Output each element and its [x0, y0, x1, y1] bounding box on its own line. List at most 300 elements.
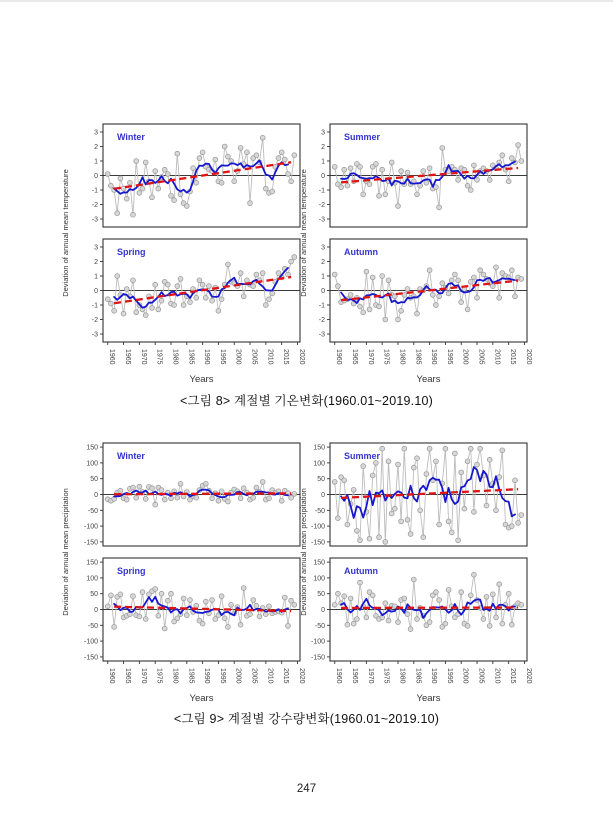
annual-value-dot	[131, 594, 136, 599]
annual-value-dot	[440, 281, 445, 286]
x-tick-label: 1960	[108, 668, 116, 684]
annual-value-dot	[361, 192, 366, 197]
y-tick-label: -100	[310, 638, 325, 646]
figure-precipitation	[58, 427, 534, 724]
x-tick-label: 2015	[509, 668, 517, 684]
annual-value-dot	[364, 269, 369, 274]
annual-value-dot	[481, 617, 486, 622]
annual-value-dot	[143, 313, 148, 318]
annual-value-dot	[109, 183, 114, 188]
annual-value-dot	[292, 255, 297, 260]
annual-value-dot	[399, 519, 404, 524]
annual-value-dot	[468, 279, 473, 284]
annual-value-dot	[386, 618, 391, 623]
annual-value-dot	[162, 497, 167, 502]
x-tick-label: 2015	[282, 668, 290, 684]
annual-value-dot	[434, 303, 439, 308]
annual-value-dot	[213, 157, 218, 162]
y-tick-label: 0	[94, 492, 98, 499]
annual-value-dot	[411, 465, 416, 470]
x-axis-title: Years	[189, 374, 214, 385]
annual-value-dot	[519, 602, 524, 607]
annual-value-dot	[415, 192, 420, 197]
annual-value-dot	[383, 192, 388, 197]
scan-artifact-line	[0, 0, 613, 2]
y-tick-label: 1	[321, 273, 325, 281]
annual-value-dot	[137, 484, 142, 489]
annual-value-dot	[128, 180, 133, 185]
annual-value-dot	[203, 481, 208, 486]
annual-value-dot	[345, 522, 350, 527]
annual-value-dot	[165, 598, 170, 603]
annual-value-dot	[216, 498, 221, 503]
y-tick-label: -150	[310, 539, 325, 547]
annual-value-dot	[399, 308, 404, 313]
annual-value-dot	[332, 480, 337, 485]
annual-value-dot	[292, 153, 297, 158]
annual-value-dot	[118, 488, 123, 493]
annual-value-dot	[153, 282, 158, 287]
annual-value-dot	[399, 169, 404, 174]
annual-value-dot	[506, 179, 511, 184]
annual-value-dot	[257, 614, 262, 619]
annual-value-dot	[332, 602, 337, 607]
x-tick-label: 1975	[382, 349, 390, 365]
annual-value-dot	[150, 486, 155, 491]
x-tick-label: 1970	[366, 349, 374, 365]
annual-value-dot	[446, 291, 451, 296]
annual-value-dot	[396, 204, 401, 209]
annual-value-dot	[449, 278, 454, 283]
season-label: Spring	[117, 566, 146, 576]
x-tick-label: 1970	[139, 349, 147, 365]
annual-value-dot	[465, 307, 470, 312]
y-tick-label: 0	[321, 492, 325, 499]
annual-value-dot	[370, 593, 375, 598]
annual-value-dot	[342, 167, 347, 172]
y-tick-label: 0	[321, 288, 325, 295]
y-tick-label: -50	[87, 507, 98, 515]
annual-value-dot	[118, 176, 123, 181]
annual-value-dot	[270, 189, 275, 194]
annual-value-dot	[427, 166, 432, 171]
annual-value-dot	[383, 540, 388, 545]
annual-value-dot	[131, 278, 136, 283]
annual-value-dot	[348, 166, 353, 171]
annual-value-dot	[197, 156, 202, 161]
y-tick-label: -150	[83, 654, 98, 662]
season-label: Winter	[117, 132, 145, 142]
annual-value-dot	[124, 497, 129, 502]
annual-value-dot	[440, 146, 445, 151]
annual-value-dot	[226, 625, 231, 630]
annual-value-dot	[219, 594, 224, 599]
annual-value-dot	[342, 478, 347, 483]
annual-value-dot	[162, 626, 167, 631]
y-tick-label: 3	[321, 129, 325, 137]
y-tick-label: 50	[317, 591, 325, 599]
annual-value-dot	[396, 317, 401, 322]
annual-values-connector	[108, 138, 295, 215]
annual-value-dot	[124, 196, 129, 201]
annual-value-dot	[112, 308, 117, 313]
trend-line	[341, 489, 518, 498]
y-tick-label: -100	[83, 638, 98, 646]
y-tick-label: -50	[87, 622, 98, 630]
annual-value-dot	[156, 186, 161, 191]
y-tick-label: 100	[313, 575, 325, 583]
annual-value-dot	[254, 153, 259, 158]
y-tick-label: 1	[94, 158, 98, 166]
x-tick-label: 2010	[493, 349, 501, 365]
annual-value-dot	[509, 622, 514, 627]
x-tick-label: 2020	[524, 349, 532, 365]
y-tick-label: -1	[318, 187, 325, 195]
annual-value-dot	[267, 297, 272, 302]
annual-value-dot	[443, 621, 448, 626]
annual-value-dot	[175, 495, 180, 500]
annual-value-dot	[519, 159, 524, 164]
annual-value-dot	[156, 613, 161, 618]
y-tick-label: -1	[91, 302, 98, 310]
annual-value-dot	[112, 625, 117, 630]
annual-value-dot	[109, 593, 114, 598]
annual-value-dot	[140, 186, 145, 191]
panel-winter	[92, 124, 300, 227]
annual-value-dot	[453, 272, 458, 277]
annual-value-dot	[241, 586, 246, 591]
annual-value-dot	[238, 146, 243, 151]
annual-value-dot	[238, 271, 243, 276]
annual-value-dot	[408, 532, 413, 537]
annual-value-dot	[121, 311, 126, 316]
x-tick-label: 1985	[414, 349, 422, 365]
annual-value-dot	[472, 275, 477, 280]
annual-value-dot	[263, 186, 268, 191]
figure9-caption: <그림 9> 계절별 강수량변화(1960.01~2019.10)	[173, 712, 440, 726]
annual-value-dot	[367, 182, 372, 187]
x-tick-label: 1965	[124, 668, 132, 684]
x-tick-label: 1980	[171, 349, 179, 365]
annual-value-dot	[105, 297, 110, 302]
annual-value-dot	[342, 594, 347, 599]
annual-value-dot	[509, 156, 514, 161]
y-axis-title: Deviation of annual mean temperature	[61, 169, 70, 297]
annual-value-dot	[251, 598, 256, 603]
y-axis-title: Deviation of annual mean temperature	[299, 169, 308, 297]
annual-value-dot	[332, 272, 337, 277]
annual-value-dot	[153, 169, 158, 174]
y-tick-label: 3	[321, 244, 325, 252]
temperature-chart-grid	[58, 108, 534, 400]
annual-value-dot	[358, 304, 363, 309]
annual-value-dot	[348, 596, 353, 601]
annual-value-dot	[241, 486, 246, 491]
y-tick-label: 50	[90, 476, 98, 484]
y-tick-label: -3	[318, 331, 325, 339]
annual-value-dot	[282, 157, 287, 162]
y-tick-label: 0	[94, 607, 98, 614]
annual-value-dot	[424, 180, 429, 185]
annual-value-dot	[351, 621, 356, 626]
x-tick-label: 1995	[218, 349, 226, 365]
season-label: Summer	[344, 132, 381, 142]
x-tick-label: 2000	[234, 668, 242, 684]
x-tick-label: 2015	[509, 349, 517, 365]
annual-value-dot	[437, 294, 442, 299]
x-tick-label: 1965	[351, 668, 359, 684]
panel-autumn	[311, 558, 532, 704]
annual-value-dot	[490, 284, 495, 289]
annual-value-dot	[355, 528, 360, 533]
panel-autumn	[319, 239, 532, 385]
annual-value-dot	[245, 150, 250, 155]
annual-value-dot	[475, 295, 480, 300]
annual-value-dot	[383, 601, 388, 606]
annual-value-dot	[203, 599, 208, 604]
annual-value-dot	[134, 495, 139, 500]
annual-value-dot	[134, 310, 139, 315]
annual-value-dot	[181, 303, 186, 308]
annual-value-dot	[513, 294, 518, 299]
y-tick-label: -3	[91, 331, 98, 339]
annual-value-dot	[292, 602, 297, 607]
annual-value-dot	[279, 150, 284, 155]
annual-value-dot	[408, 627, 413, 632]
annual-value-dot	[487, 457, 492, 462]
annual-value-dot	[421, 169, 426, 174]
y-tick-label: -50	[314, 507, 325, 515]
annual-value-dot	[513, 478, 518, 483]
x-tick-label: 2020	[297, 349, 305, 365]
annual-value-dot	[200, 282, 205, 287]
annual-value-dot	[222, 144, 227, 149]
annual-value-dot	[389, 160, 394, 165]
annual-value-dot	[374, 461, 379, 466]
annual-value-dot	[194, 495, 199, 500]
y-tick-label: 100	[86, 460, 98, 468]
annual-value-dot	[178, 277, 183, 282]
page-number: 247	[296, 783, 317, 795]
annual-value-dot	[131, 485, 136, 490]
annual-value-dot	[437, 598, 442, 603]
annual-value-dot	[137, 191, 142, 196]
y-tick-label: 150	[86, 444, 98, 452]
annual-value-dot	[159, 591, 164, 596]
annual-value-dot	[500, 621, 505, 626]
annual-value-dot	[484, 595, 489, 600]
y-tick-label: 3	[94, 129, 98, 137]
annual-value-dot	[226, 262, 231, 267]
annual-value-dot	[105, 604, 110, 609]
annual-value-dot	[200, 150, 205, 155]
annual-value-dot	[260, 135, 265, 140]
annual-value-dot	[472, 163, 477, 168]
y-tick-label: -100	[83, 523, 98, 531]
annual-value-dot	[374, 162, 379, 167]
annual-value-dot	[131, 212, 136, 217]
x-tick-label: 2015	[282, 349, 290, 365]
y-tick-label: 0	[94, 288, 98, 295]
annual-value-dot	[188, 300, 193, 305]
y-tick-label: 2	[94, 143, 98, 151]
annual-value-dot	[383, 317, 388, 322]
annual-value-dot	[396, 462, 401, 467]
annual-value-dot	[175, 151, 180, 156]
annual-value-dot	[456, 538, 461, 543]
annual-value-dot	[210, 298, 215, 303]
x-tick-label: 2010	[266, 668, 274, 684]
x-tick-label: 2000	[461, 349, 469, 365]
annual-value-dot	[509, 268, 514, 273]
annual-value-dot	[150, 195, 155, 200]
annual-value-dot	[336, 516, 341, 521]
annual-value-dot	[184, 204, 189, 209]
annual-value-dot	[500, 448, 505, 453]
annual-value-dot	[200, 621, 205, 626]
annual-value-dot	[109, 301, 114, 306]
figure8-caption: <그림 8> 계절별 기온변화(1960.01~2019.10)	[179, 394, 434, 408]
annual-value-dot	[494, 508, 499, 513]
annual-value-dot	[434, 459, 439, 464]
annual-value-dot	[172, 198, 177, 203]
y-axis-title: Deviation of annual mean precipitation	[61, 488, 70, 616]
x-tick-label: 2000	[461, 668, 469, 684]
annual-value-dot	[336, 591, 341, 596]
x-axis-title: Years	[189, 693, 214, 704]
annual-value-dot	[137, 614, 142, 619]
annual-value-dot	[516, 143, 521, 148]
annual-value-dot	[181, 596, 186, 601]
annual-value-dot	[162, 167, 167, 172]
y-tick-label: -3	[91, 216, 98, 224]
annual-value-dot	[449, 530, 454, 535]
y-axis-title: Deviation of annual mean precipitation	[299, 488, 308, 616]
annual-value-dot	[219, 297, 224, 302]
annual-value-dot	[260, 480, 265, 485]
annual-value-dot	[169, 591, 174, 596]
y-tick-label: -50	[314, 622, 325, 630]
y-tick-label: 2	[94, 258, 98, 266]
annual-value-dot	[143, 160, 148, 165]
annual-value-dot	[159, 488, 164, 493]
annual-value-dot	[118, 592, 123, 597]
annual-value-dot	[456, 278, 461, 283]
y-tick-label: 0	[321, 173, 325, 180]
annual-value-dot	[150, 306, 155, 311]
annual-values-connector	[335, 449, 522, 542]
annual-value-dot	[361, 310, 366, 315]
season-label: Summer	[344, 451, 381, 461]
annual-value-dot	[465, 624, 470, 629]
x-tick-label: 2010	[266, 349, 274, 365]
y-tick-label: -2	[91, 202, 98, 210]
annual-value-dot	[115, 274, 120, 279]
annual-value-dot	[494, 615, 499, 620]
annual-value-dot	[487, 624, 492, 629]
x-tick-label: 1990	[430, 668, 438, 684]
annual-value-dot	[178, 481, 183, 486]
y-tick-label: 2	[321, 258, 325, 266]
annual-value-dot	[437, 205, 442, 210]
annual-value-dot	[270, 291, 275, 296]
y-tick-label: 0	[321, 607, 325, 614]
annual-value-dot	[459, 470, 464, 475]
annual-value-dot	[468, 446, 473, 451]
annual-value-dot	[386, 459, 391, 464]
annual-value-dot	[494, 265, 499, 270]
y-tick-label: 50	[317, 476, 325, 484]
annual-value-dot	[222, 616, 227, 621]
annual-value-dot	[276, 271, 281, 276]
annual-value-dot	[519, 277, 524, 282]
y-tick-label: -150	[83, 539, 98, 547]
annual-value-dot	[159, 298, 164, 303]
annual-value-dot	[289, 598, 294, 603]
annual-value-dot	[396, 620, 401, 625]
annual-value-dot	[336, 284, 341, 289]
annual-value-dot	[389, 511, 394, 516]
annual-value-dot	[446, 519, 451, 524]
annual-value-dot	[487, 178, 492, 183]
x-axis-title: Years	[416, 374, 441, 385]
annual-value-dot	[143, 617, 148, 622]
annual-value-dot	[229, 602, 234, 607]
x-tick-label: 2020	[524, 668, 532, 684]
annual-value-dot	[165, 282, 170, 287]
y-tick-label: 150	[86, 559, 98, 567]
annual-value-dot	[263, 303, 268, 308]
annual-value-dot	[402, 446, 407, 451]
x-tick-label: 1985	[187, 349, 195, 365]
annual-value-dot	[219, 180, 224, 185]
x-tick-label: 1965	[351, 349, 359, 365]
x-tick-label: 1975	[155, 668, 163, 684]
x-tick-label: 1995	[445, 668, 453, 684]
annual-value-dot	[516, 521, 521, 526]
annual-value-dot	[134, 159, 139, 164]
annual-value-dot	[276, 156, 281, 161]
annual-value-dot	[232, 179, 237, 184]
annual-value-dot	[194, 603, 199, 608]
annual-value-dot	[497, 295, 502, 300]
annual-value-dot	[169, 193, 174, 198]
annual-value-dot	[286, 624, 291, 629]
annual-value-dot	[405, 612, 410, 617]
annual-value-dot	[370, 473, 375, 478]
annual-value-dot	[380, 446, 385, 451]
annual-value-dot	[506, 591, 511, 596]
annual-value-dot	[377, 535, 382, 540]
annual-value-dot	[430, 293, 435, 298]
annual-value-dot	[418, 508, 423, 513]
panel-summer	[311, 443, 527, 546]
annual-value-dot	[345, 183, 350, 188]
annual-value-dot	[267, 496, 272, 501]
annual-value-dot	[172, 303, 177, 308]
x-tick-label: 1990	[203, 668, 211, 684]
annual-value-dot	[289, 179, 294, 184]
annual-value-dot	[500, 153, 505, 158]
annual-value-dot	[405, 287, 410, 292]
annual-value-dot	[380, 274, 385, 279]
x-tick-label: 1970	[139, 668, 147, 684]
x-tick-label: 1985	[187, 668, 195, 684]
x-tick-label: 2005	[250, 668, 258, 684]
x-tick-label: 1970	[366, 668, 374, 684]
annual-value-dot	[282, 595, 287, 600]
season-label: Autumn	[344, 247, 378, 257]
